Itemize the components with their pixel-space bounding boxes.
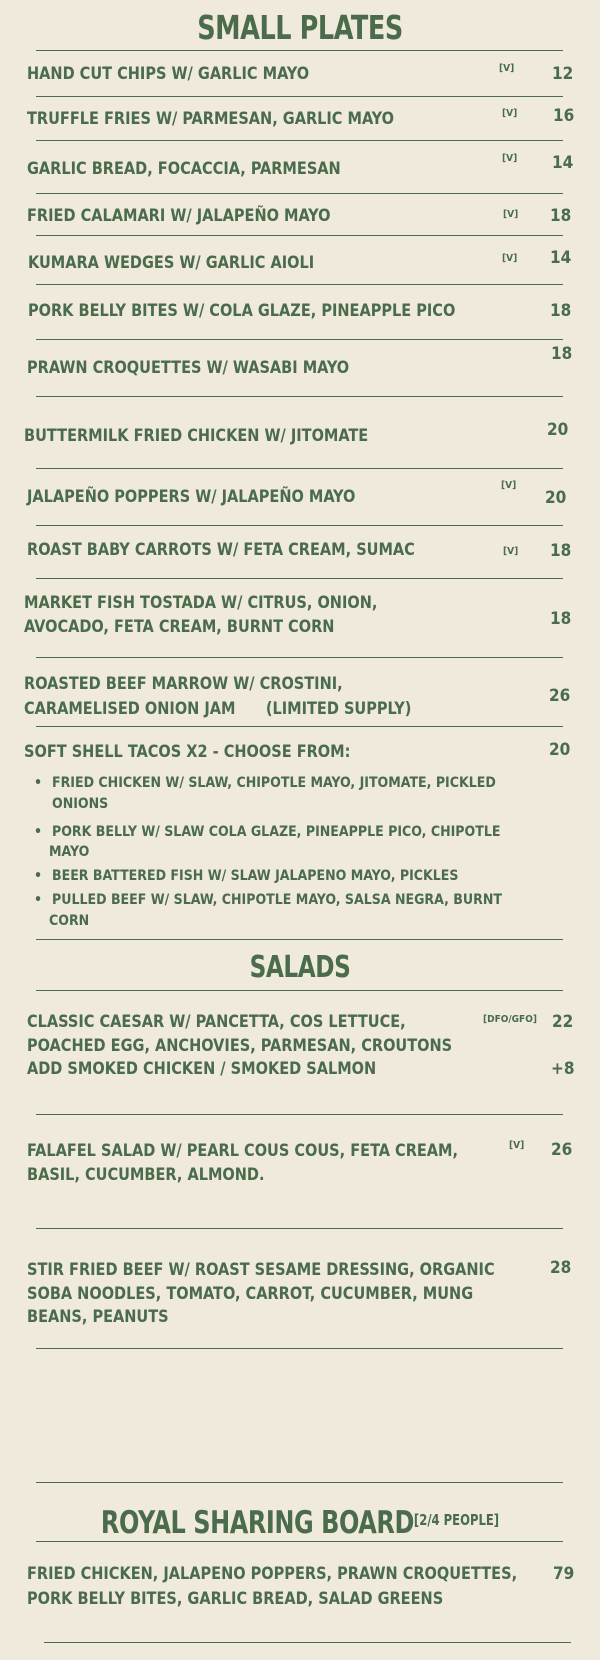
divider [36,939,563,940]
divider [36,1348,563,1349]
diet-tag: [V] [503,209,519,220]
taco-option: • PORK BELLY W/ SLAW COLA GLAZE, PINEAPPLE PICO, CHIPOTLE [34,824,501,840]
bullet-icon: • [34,824,43,840]
taco-option: • FRIED CHICKEN W/ SLAW, CHIPOTLE MAYO, JITOMATE, PICKLED [34,775,496,791]
menu-item-name: FRIED CALAMARI W/ JALAPEÑO MAYO [27,206,331,226]
menu-item-name: JALAPEÑO POPPERS W/ JALAPEÑO MAYO [27,487,356,507]
menu-item-name: ADD SMOKED CHICKEN / SMOKED SALMON [27,1059,377,1079]
menu-item-price: 20 [545,488,567,508]
taco-option-cont: MAYO [49,844,90,860]
menu-item-name: FRIED CHICKEN, JALAPENO POPPERS, PRAWN CROQUETTES, [27,1564,518,1584]
menu-item-price: 20 [547,420,569,440]
bullet-icon: • [34,892,43,908]
divider [36,1228,563,1229]
divider [36,96,563,97]
diet-tag: [V] [509,1140,525,1151]
taco-option-cont: CORN [49,913,90,929]
bullet-icon: • [34,868,43,884]
diet-tag: [V] [502,253,518,264]
diet-tag: [V] [499,63,515,74]
menu-item-price: 28 [550,1258,572,1278]
addon-price: +8 [551,1059,575,1079]
divider [36,235,563,236]
menu-item-name: MARKET FISH TOSTADA W/ CITRUS, ONION, [24,593,378,613]
small-plates-title: SMALL PLATES [197,8,403,47]
menu-item-price: 14 [552,153,574,173]
menu-item-price: 26 [549,686,571,706]
menu-item-price: 18 [551,344,573,364]
menu-item-name: BASIL, CUCUMBER, ALMOND. [27,1165,265,1185]
menu-item-name: KUMARA WEDGES W/ GARLIC AIOLI [28,253,315,273]
divider [36,1541,563,1542]
divider [36,193,563,194]
menu-item-name: HAND CUT CHIPS W/ GARLIC MAYO [27,64,310,84]
sharing-board-subtitle: [2/4 PEOPLE] [413,1511,500,1529]
menu-item-name: GARLIC BREAD, FOCACCIA, PARMESAN [27,159,341,179]
menu-item-name: FALAFEL SALAD W/ PEARL COUS COUS, FETA CREAM, [27,1141,459,1161]
menu-item-price: 79 [553,1564,575,1584]
diet-tag: [DFO/GFO] [483,1014,537,1025]
menu-item-name: ROASTED BEEF MARROW W/ CROSTINI, [24,674,343,694]
menu-item-name: CARAMELISED ONION JAM (LIMITED SUPPLY) [24,699,412,719]
menu-item-name: AVOCADO, FETA CREAM, BURNT CORN [24,617,335,637]
taco-option-cont: ONIONS [52,796,109,812]
menu-item-price: 14 [550,248,572,268]
divider [36,578,563,579]
divider [36,657,563,658]
divider [36,396,563,397]
bullet-icon: • [34,775,43,791]
taco-option: • PULLED BEEF W/ SLAW, CHIPOTLE MAYO, SALSA NEGRA, BURNT [34,892,502,908]
menu-item-name: PRAWN CROQUETTES W/ WASABI MAYO [27,358,350,378]
menu-item-name: POACHED EGG, ANCHOVIES, PARMESAN, CROUTONS [27,1036,453,1056]
menu-item-price: 18 [550,609,572,629]
menu-item-name: BUTTERMILK FRIED CHICKEN W/ JITOMATE [24,426,369,446]
divider [36,339,563,340]
menu-item-name: BEANS, PEANUTS [27,1307,169,1327]
diet-tag: [V] [501,480,517,491]
menu-item-price: 16 [553,106,575,126]
divider [36,726,563,727]
divider [36,140,563,141]
sharing-board-title: ROYAL SHARING BOARD[2/4 PEOPLE] [100,1505,500,1541]
divider [36,525,563,526]
menu-item-price: 22 [552,1012,574,1032]
menu-item-name: CLASSIC CAESAR W/ PANCETTA, COS LETTUCE, [27,1012,406,1032]
menu-item-name: STIR FRIED BEEF W/ ROAST SESAME DRESSING, ORGANIC [27,1260,495,1280]
menu-item-price: 18 [550,206,572,226]
salads-title: SALADS [249,950,351,985]
taco-option: • BEER BATTERED FISH W/ SLAW JALAPENO MAYO, PICKLES [34,868,459,884]
menu-item-name: TRUFFLE FRIES W/ PARMESAN, GARLIC MAYO [27,109,394,129]
divider [36,50,563,51]
menu-item-price: 18 [550,541,572,561]
menu-item-price: 26 [551,1140,573,1160]
divider [44,1642,571,1643]
divider [36,284,563,285]
menu-item-name: PORK BELLY BITES, GARLIC BREAD, SALAD GREENS [27,1589,444,1609]
divider [36,1114,563,1115]
divider [36,990,563,991]
menu-item-name: SOFT SHELL TACOS X2 - CHOOSE FROM: [24,742,351,762]
menu-item-name: ROAST BABY CARROTS W/ FETA CREAM, SUMAC [27,540,415,560]
diet-tag: [V] [503,546,519,557]
menu-item-price: 18 [550,301,572,321]
diet-tag: [V] [502,153,518,164]
menu-item-price: 20 [549,740,571,760]
diet-tag: [V] [502,108,518,119]
divider [36,1482,563,1483]
divider [36,468,563,469]
menu-item-name: PORK BELLY BITES W/ COLA GLAZE, PINEAPPLE PICO [28,301,456,321]
menu-item-price: 12 [552,64,574,84]
menu-item-name: SOBA NOODLES, TOMATO, CARROT, CUCUMBER, MUNG [27,1284,474,1304]
